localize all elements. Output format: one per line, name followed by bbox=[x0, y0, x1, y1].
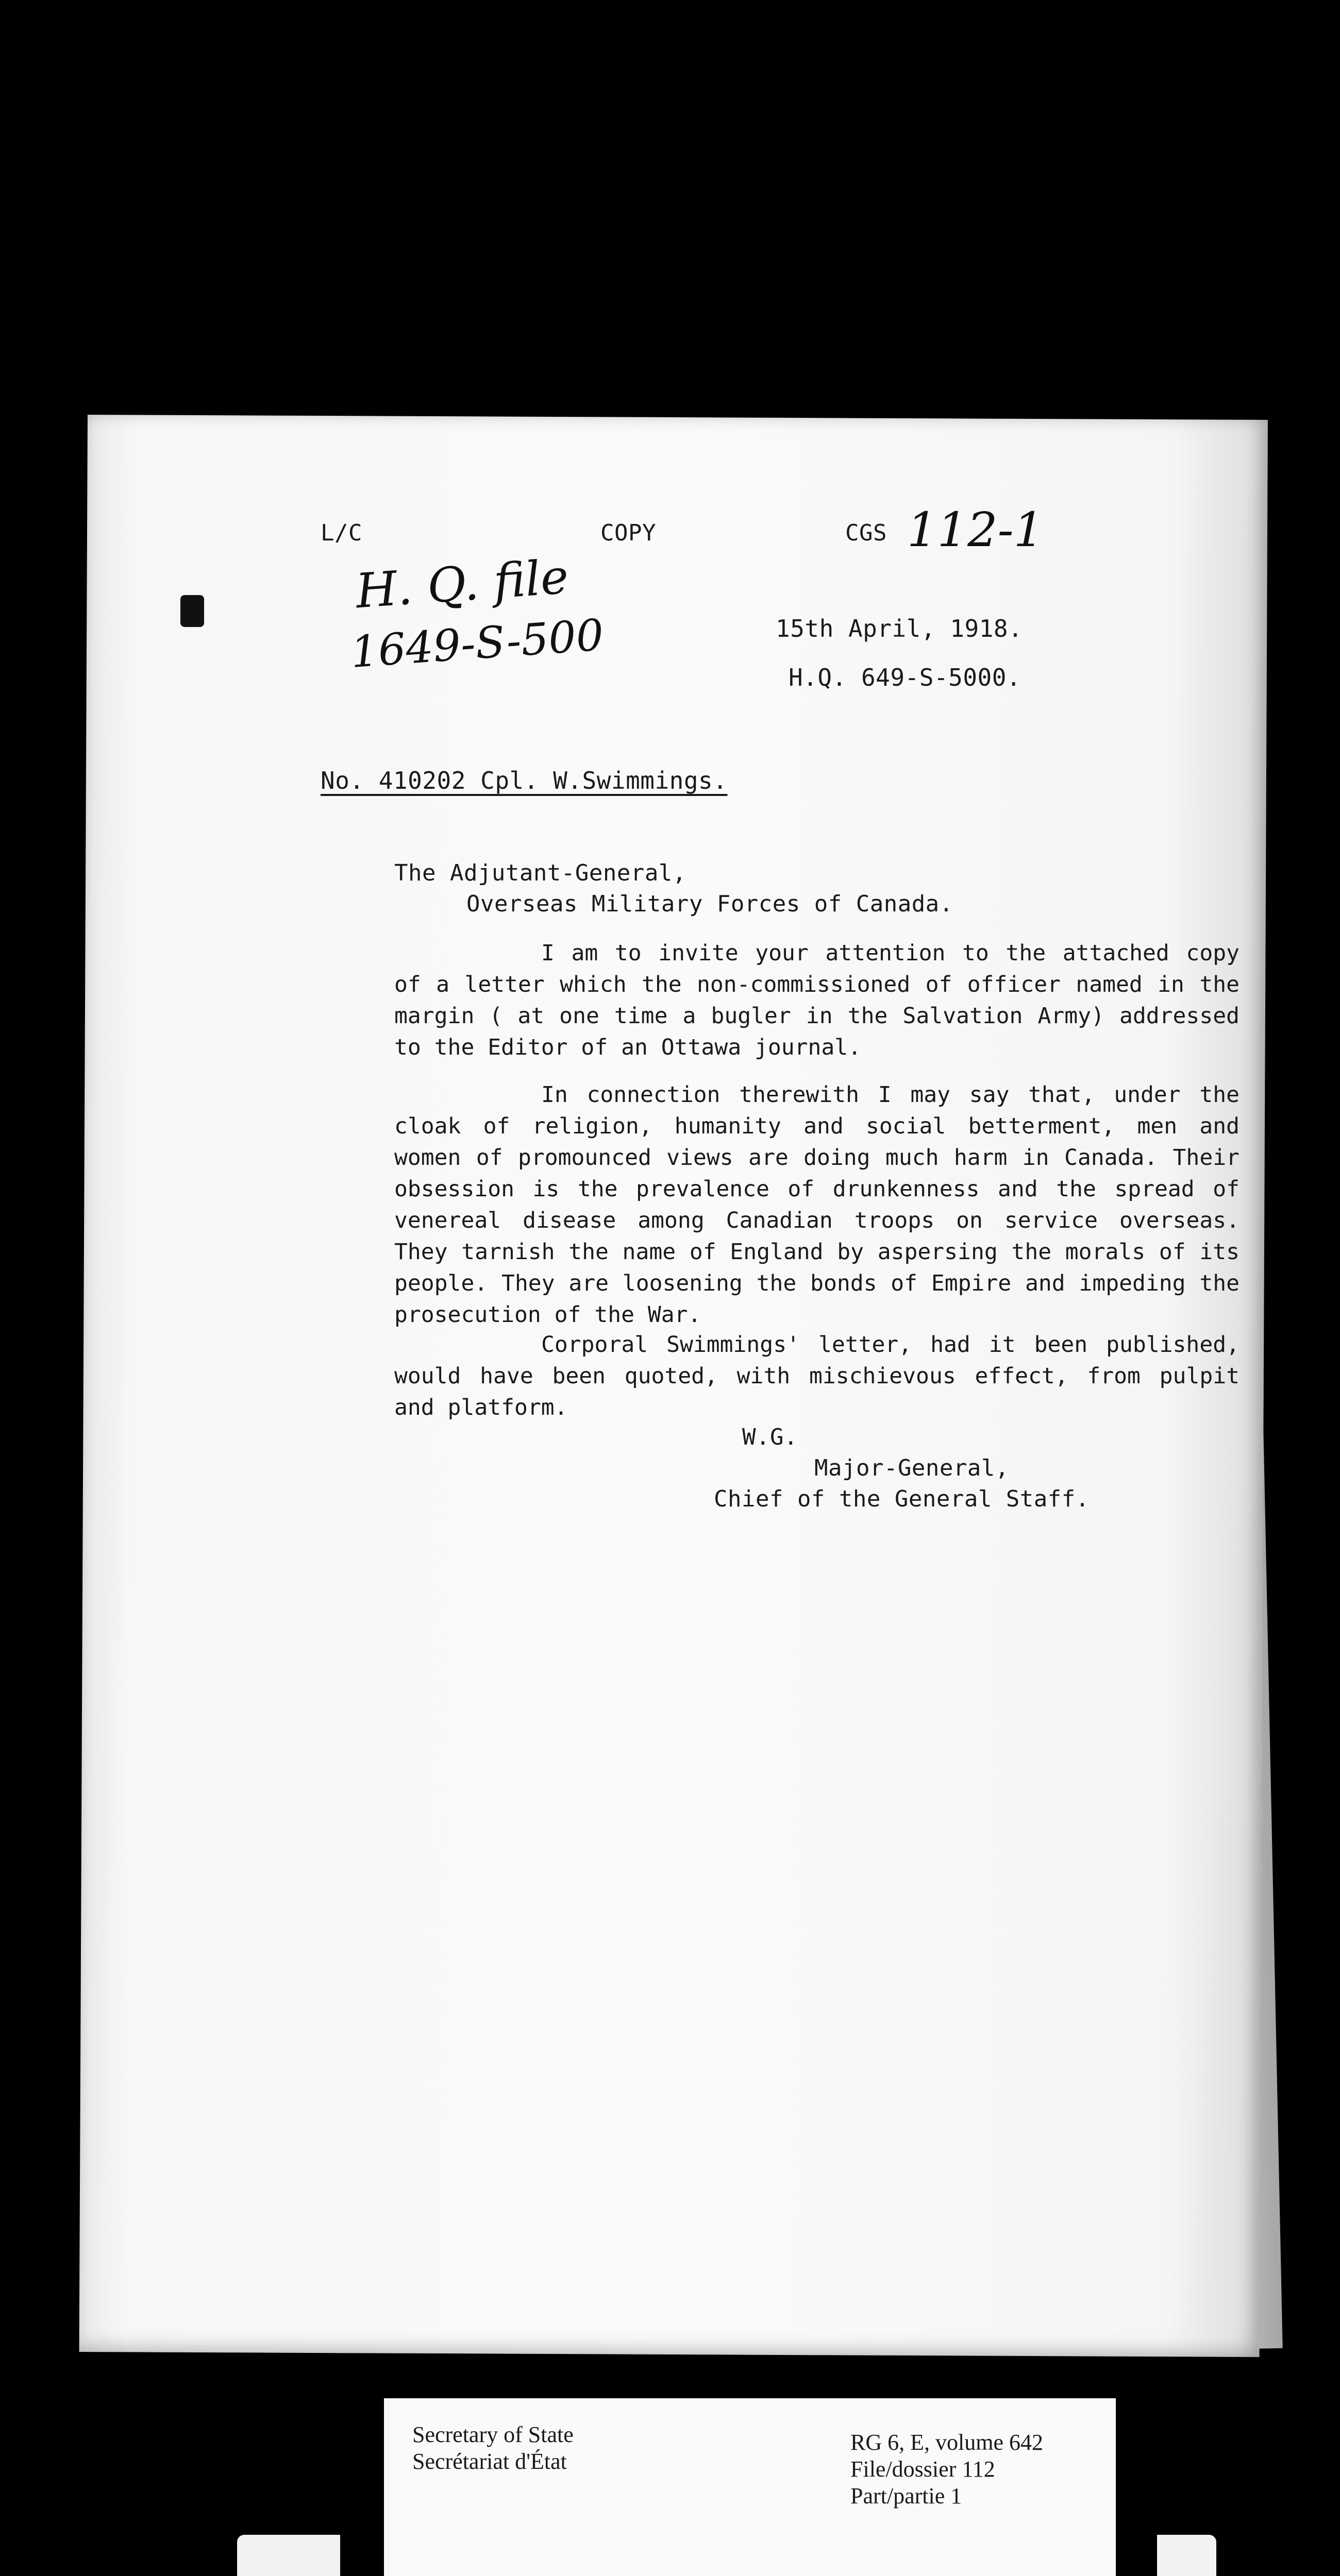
signature-title: Chief of the General Staff. bbox=[714, 1486, 1090, 1512]
punch-hole bbox=[180, 595, 204, 627]
archives-band-notch-left bbox=[340, 2535, 384, 2576]
handwritten-note-number: 1649-S-500 bbox=[349, 609, 606, 678]
signature-initials: W.G. bbox=[742, 1424, 798, 1450]
subject-line: No. 410202 Cpl. W.Swimmings. bbox=[321, 767, 728, 794]
record-group: RG 6, E, volume 642 bbox=[850, 2430, 1043, 2455]
paragraph-1: I am to invite your attention to the attached copy of a letter which the non-commissioned of officer named in the margin ( at one time a bugler in the Salvation Army) addressed to the Editor of an Ottawa journal. bbox=[394, 940, 1239, 1060]
addressee-line-1: The Adjutant-General, bbox=[394, 860, 686, 886]
department-english: Secretary of State bbox=[412, 2422, 574, 2447]
part-number: Part/partie 1 bbox=[850, 2483, 962, 2509]
addressee-line-2: Overseas Military Forces of Canada. bbox=[466, 891, 953, 917]
cgs-reference: CGS bbox=[845, 520, 887, 546]
copy-mark: COPY bbox=[600, 520, 656, 546]
signature-rank: Major-General, bbox=[814, 1455, 1009, 1481]
left-reference: L/C bbox=[321, 520, 362, 546]
paragraph-3: Corporal Swimmings' letter, had it been published, would have been quoted, with mischievous effect, from pulpit and platform. bbox=[394, 1332, 1239, 1420]
paragraph-2: In connection therewith I may say that, under the cloak of religion, humanity and social betterment, men and women of promounced views are doing much harm in Canada. Their obsession is the prevalence of drunkenness and the spread of venereal disease among Canadian troops on service overseas. They tarnish the name of England by aspersing the morals of its people. They are loosening the bonds of Empire and impeding the prosecution of the War. bbox=[394, 1082, 1239, 1328]
archives-band-notch-right bbox=[1116, 2535, 1157, 2576]
letter-date: 15th April, 1918. bbox=[776, 615, 1023, 642]
department-french: Secrétariat d'État bbox=[412, 2449, 567, 2474]
file-number: File/dossier 112 bbox=[850, 2456, 995, 2482]
hq-reference: H.Q. 649-S-5000. bbox=[789, 664, 1021, 691]
cgs-handwritten-number: 112-1 bbox=[907, 502, 1044, 557]
handwritten-note-file: H. Q. file bbox=[354, 549, 571, 619]
